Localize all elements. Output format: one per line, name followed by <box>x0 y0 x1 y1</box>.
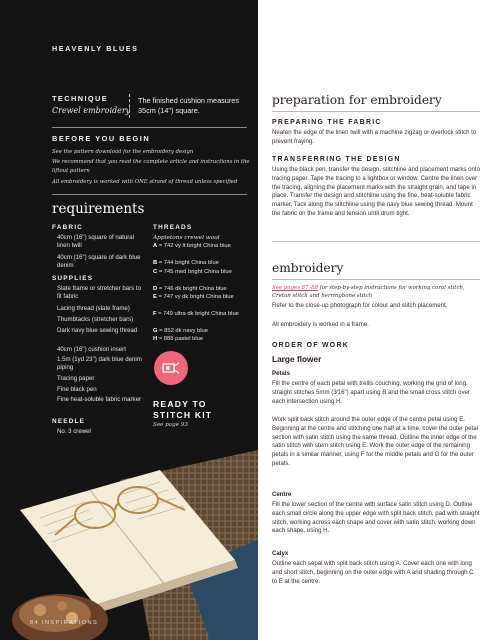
list-item: 1.5m (1yd 23") dark blue denim piping <box>57 356 142 372</box>
divider <box>272 241 480 242</box>
list-item: Lacing thread (slate frame) <box>57 305 130 312</box>
petals-heading: Petals <box>272 370 290 377</box>
thread-f: F = 749 ultra dk bright China blue <box>153 311 239 317</box>
list-item: Thumbtacks (stretcher bars) <box>57 316 134 323</box>
note-3: All embroidery is worked with ONE strand of thread unless specified <box>52 179 238 185</box>
thread-b: B = 744 bright China blue <box>153 260 219 266</box>
needle-thread-kit-icon <box>161 358 181 378</box>
page-folio: 84 INSPIRATIONS <box>30 620 99 626</box>
needle-heading: NEEDLE <box>52 418 86 425</box>
list-item: 40cm (16") cushion insert <box>57 346 126 353</box>
divider <box>272 111 480 112</box>
technique-label: TECHNIQUE <box>52 94 109 103</box>
list-item: Tracing paper <box>57 375 95 382</box>
thread-c: C = 745 med bright China blue <box>153 269 232 275</box>
petals-para-1: Fill the centre of each petal with trellis couching, working the grid of long, straight stitches 5mm (3⁄16") apart using B and the small cross stitch over each intersection using H. <box>272 380 470 405</box>
frame-text: All embroidery is worked in a frame. <box>272 321 369 328</box>
transfer-text: Using the black pen, transfer the design, stitchline and placement marks onto tracing paper. Tape the tracing to a lightbox or window. Centre the linen over the tracing, aligning the placement marks with the straight grain, and tape in place. Transfer the design and stitchline using the fine, heat-soluble fabric marker. Tack along the stitchline using the navy blue sewing thread. Mount the fabric on the frame and tension until drum tight. <box>272 166 480 217</box>
refer-text: Refer to the close-up photograph for colour and stitch placement. <box>272 302 448 309</box>
list-item: No. 3 crewel <box>57 428 91 435</box>
section-kicker: HEAVENLY BLUES <box>52 44 139 53</box>
technique-box <box>52 94 247 120</box>
centre-heading: Centre <box>272 491 292 498</box>
prep-fabric-text: Neaten the edge of the linen twill with a machine zigzag or overlock stitch to prevent fraying. <box>272 129 477 145</box>
embroidery-heading: embroidery <box>272 261 344 275</box>
list-item: 40cm (16") square of dark blue denim <box>57 254 141 270</box>
technique-value: Crewel embroidery <box>52 106 131 115</box>
threads-heading: THREADS <box>153 224 193 231</box>
thread-d: D = 746 dk bright China blue <box>153 286 227 292</box>
list-item: Fine black pen <box>57 386 97 393</box>
prep-fabric-heading: PREPARING THE FABRIC <box>272 119 382 126</box>
pages-link[interactable]: See pages 87–88 <box>272 285 318 291</box>
divider <box>52 127 247 128</box>
divider <box>52 194 247 195</box>
thread-g: G = 852 dk navy blue <box>153 328 208 334</box>
ready-to-stitch-heading: READY TO STITCH KIT <box>153 399 213 420</box>
list-item: 40cm (16") square of natural linen twill <box>57 234 135 250</box>
list-item: Fine heat-soluble fabric marker <box>57 396 141 403</box>
transfer-heading: TRANSFERRING THE DESIGN <box>272 156 401 163</box>
finished-size: The finished cushion measures 35cm (14") square. <box>138 96 239 115</box>
requirements-heading: requirements <box>52 201 145 217</box>
before-you-begin-heading: BEFORE YOU BEGIN <box>52 134 151 143</box>
technique-divider <box>129 94 130 118</box>
list-item: Slate frame or stretcher bars to fit fabric <box>57 285 141 301</box>
divider <box>272 279 480 280</box>
see-page-link[interactable]: See page 93 <box>153 422 188 428</box>
order-of-work-heading: ORDER OF WORK <box>272 342 349 349</box>
list-item: Dark navy blue sewing thread <box>57 327 138 334</box>
fabric-heading: FABRIC <box>52 224 83 231</box>
prep-heading: preparation for embroidery <box>272 93 442 107</box>
note-2: We recommend that you read the complete article and instructions in the liftout pattern <box>52 159 250 174</box>
centre-text: Fill the lower section of the centre with surface satin stitch using D. Outline each small circle along the upper edge with split back stitch, pad with straight stitch, working across each shape and cover with satin stitch, working down each shape, using H. <box>272 501 480 535</box>
book-spectacles-photo <box>0 440 258 640</box>
supplies-heading: SUPPLIES <box>52 275 94 282</box>
calyx-text: Outline each sepal with split back stitch using A. Cover each one with long and short stitch, beginning on the outer edge with A and shading through C to E at the centre. <box>272 560 474 585</box>
large-flower-heading: Large flower <box>272 354 322 364</box>
calyx-heading: Calyx <box>272 550 289 557</box>
thread-h: H = 888 pastel blue <box>153 336 204 342</box>
thread-e: E = 747 vy dk bright China blue <box>153 294 234 300</box>
petals-para-2: Work split back stitch around the outer edge of the centre petal using E. Beginning at the centre and stitching one half at a time, cover the outer petal section with satin stitch using the same thread. Outline the inner edge of the satin stitch with stem stitch using E. Work the outer edge of the remaining petals in a similar manner, using F for the middle petals and G for the outer petals. <box>272 416 478 467</box>
kit-badge <box>154 351 188 385</box>
see-pages-note: See pages 87–88 for step-by-step instructions for working coral stitch, Cretan stitch and herringbone stitch <box>272 285 465 299</box>
note-1: See the pattern download for the embroidery design <box>52 149 194 155</box>
threads-brand: Appletons crewel wool <box>153 235 220 241</box>
instructions-panel <box>258 0 495 640</box>
thread-a: A = 742 vy lt bright China blue <box>153 243 231 249</box>
